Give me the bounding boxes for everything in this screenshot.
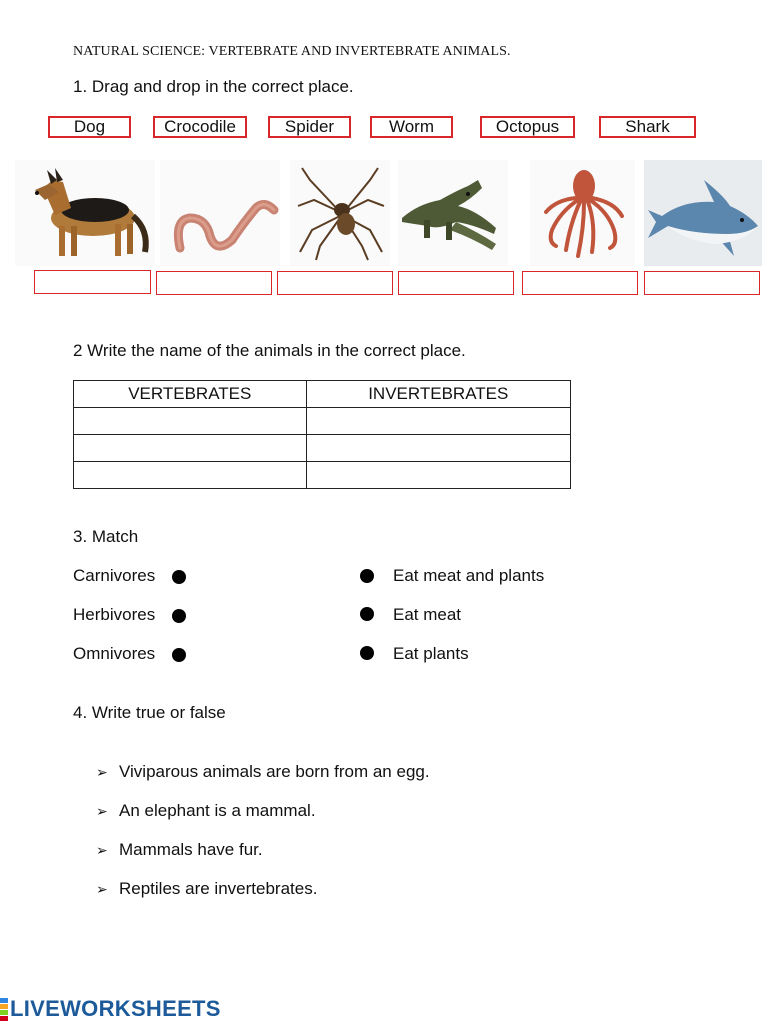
match-dot-right-3[interactable] [360, 646, 374, 660]
vertebrate-cell-2[interactable] [74, 435, 307, 462]
draggable-word-octopus[interactable]: Octopus [480, 116, 575, 138]
header-invertebrates: INVERTEBRATES [306, 381, 570, 408]
invertebrate-cell-2[interactable] [306, 435, 570, 462]
vertebrate-cell-1[interactable] [74, 408, 307, 435]
match-dot-left-2[interactable] [172, 609, 186, 623]
q2-prompt: 2 Write the name of the animals in the correct place. [73, 341, 466, 360]
liveworksheets-logo [0, 996, 221, 1022]
draggable-word-dog[interactable]: Dog [48, 116, 131, 138]
octopus-image [530, 160, 635, 266]
match-left-herbivores: Herbivores [73, 605, 156, 624]
statement-3: Mammals have fur. [119, 840, 263, 859]
liveworksheets-logo-icon [0, 998, 8, 1021]
match-right-eat-plants: Eat plants [393, 644, 469, 663]
invertebrate-cell-3[interactable] [306, 462, 570, 489]
drop-box-6[interactable] [644, 271, 760, 295]
spider-image [290, 160, 390, 266]
worm-image [160, 160, 280, 266]
match-right-eat-meat-and-plants: Eat meat and plants [393, 566, 545, 585]
statement-2: An elephant is a mammal. [119, 801, 316, 820]
statement-4: Reptiles are invertebrates. [119, 879, 318, 898]
drop-box-5[interactable] [522, 271, 638, 295]
q3-prompt: 3. Match [73, 527, 139, 546]
bullet-arrow-icon: ➢ [96, 803, 108, 819]
shark-image [644, 160, 762, 266]
draggable-word-shark[interactable]: Shark [599, 116, 696, 138]
match-right-eat-meat: Eat meat [393, 605, 462, 624]
q1-prompt: 1. Drag and drop in the correct place. [73, 77, 354, 96]
match-left-omnivores: Omnivores [73, 644, 156, 663]
bullet-arrow-icon: ➢ [96, 842, 108, 858]
vertebrate-cell-3[interactable] [74, 462, 307, 489]
match-dot-left-1[interactable] [172, 570, 186, 584]
draggable-word-spider[interactable]: Spider [268, 116, 351, 138]
crocodile-image [398, 160, 508, 266]
drop-box-3[interactable] [277, 271, 393, 295]
header-vertebrates: VERTEBRATES [74, 381, 307, 408]
drop-box-1[interactable] [34, 270, 151, 294]
worksheet-title: NATURAL SCIENCE: VERTEBRATE AND INVERTEBRATE ANIMALS. [73, 44, 511, 59]
statement-1: Viviparous animals are born from an egg. [119, 762, 430, 781]
draggable-word-worm[interactable]: Worm [370, 116, 453, 138]
bullet-arrow-icon: ➢ [96, 764, 108, 780]
match-dot-right-1[interactable] [360, 569, 374, 583]
invertebrate-cell-1[interactable] [306, 408, 570, 435]
drop-box-2[interactable] [156, 271, 272, 295]
match-dot-left-3[interactable] [172, 648, 186, 662]
bullet-arrow-icon: ➢ [96, 881, 108, 897]
dog-image [15, 160, 155, 266]
drop-box-4[interactable] [398, 271, 514, 295]
classification-table [73, 380, 571, 489]
match-dot-right-2[interactable] [360, 607, 374, 621]
q4-prompt: 4. Write true or false [73, 703, 226, 722]
draggable-word-crocodile[interactable]: Crocodile [153, 116, 247, 138]
liveworksheets-logo-text: LIVEWORKSHEETS [10, 996, 221, 1021]
match-left-carnivores: Carnivores [73, 566, 156, 585]
